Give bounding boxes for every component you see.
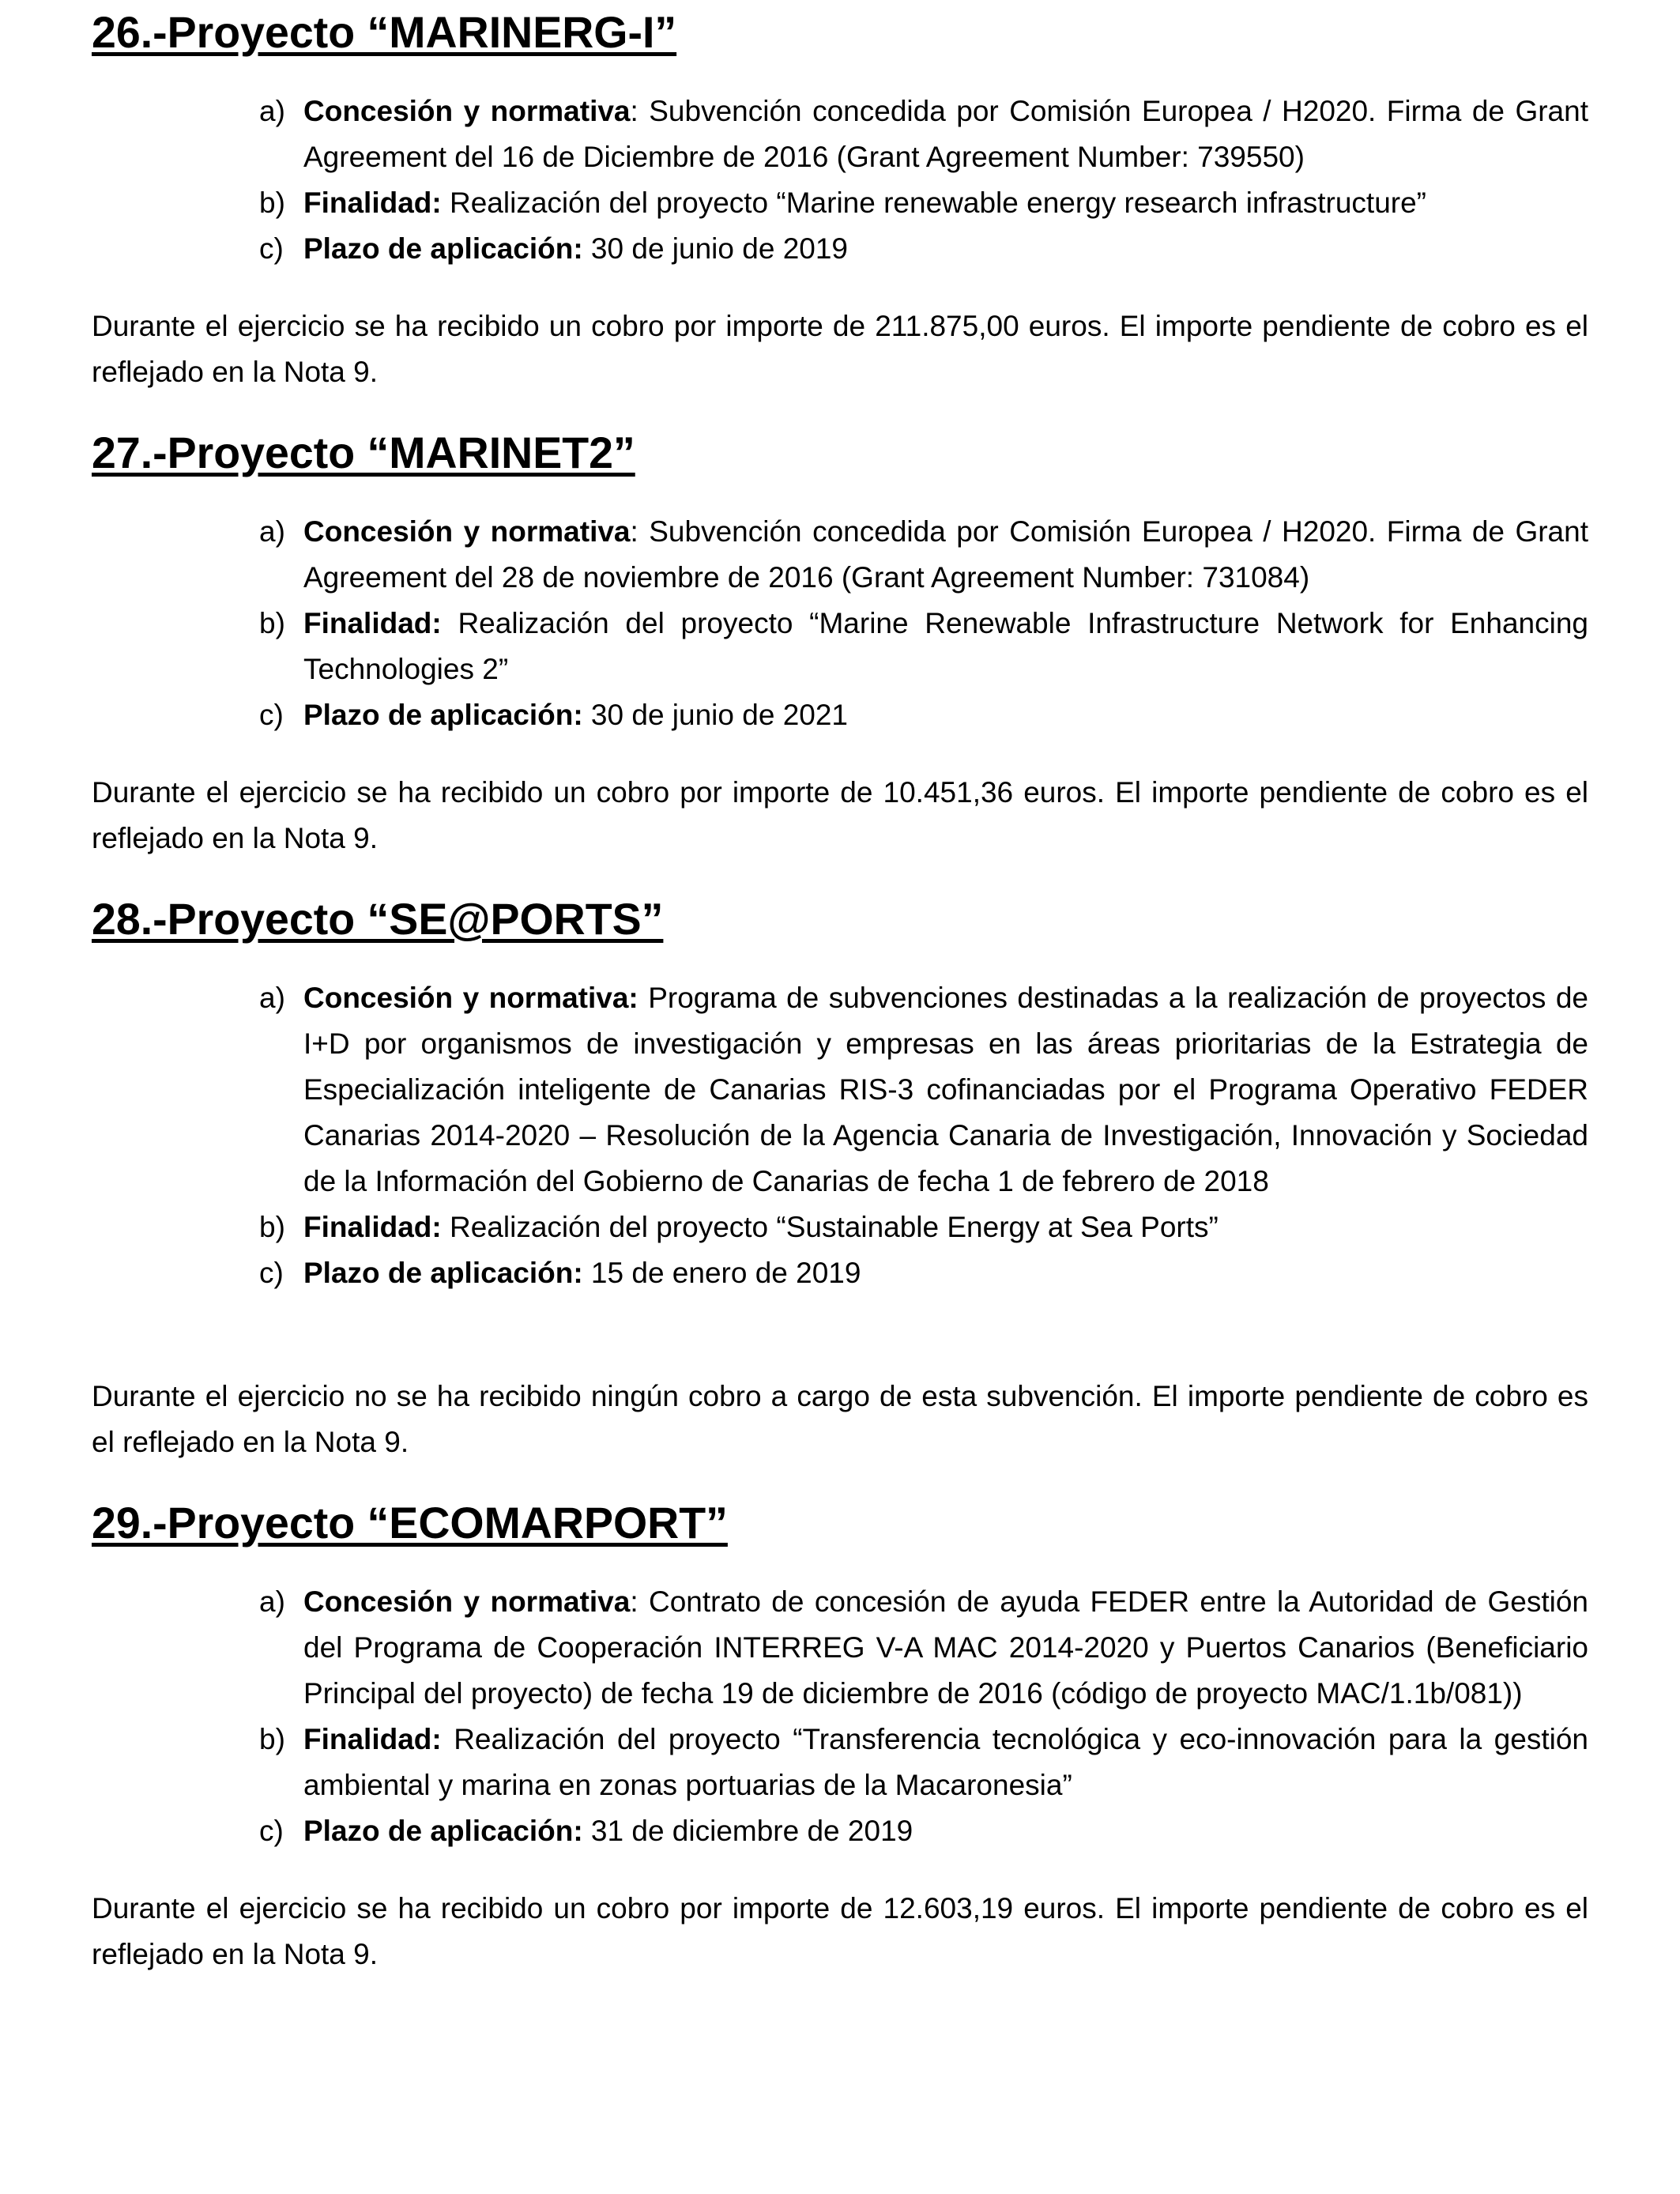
list-item: [259, 1717, 1588, 1808]
list-item: [259, 692, 1588, 738]
item-text: 15 de enero de 2019: [582, 1257, 861, 1289]
list-item: [259, 1250, 1588, 1296]
item-text: 30 de junio de 2021: [582, 699, 849, 731]
list-item: [259, 975, 1588, 1204]
list-item: [259, 1808, 1588, 1854]
item-label: Finalidad:: [303, 1723, 442, 1755]
item-list: [92, 89, 1588, 272]
item-separator: :: [630, 1585, 638, 1618]
item-label: Concesión y normativa:: [303, 982, 638, 1014]
item-label: Concesión y normativa: [303, 515, 631, 548]
section-title: 26.-Proyecto “MARINERG-I”: [92, 8, 677, 57]
item-text: Subvención concedida por Comisión Europea / H2020. Firma de Grant Agreement del 16 de Diciembre de 2016 (Grant Agreement Number: 739550): [303, 95, 1588, 173]
item-text: Realización del proyecto “Transferencia tecnológica y eco-innovación para la gestión ambiental y marina en zonas portuarias de la Macaronesia”: [303, 1723, 1588, 1801]
item-text: Programa de subvenciones destinadas a la realización de proyectos de I+D por organismos de investigación y empresas en las áreas prioritarias de la Estrategia de Especialización inteligente de Canarias RIS-3 cofinanciadas por el Programa Operativo FEDER Canarias 2014-2020 – Resolución de la Agencia Canaria de Investigación, Innovación y Sociedad de la Información del Gobierno de Canarias de fecha 1 de febrero de 2018: [303, 982, 1588, 1197]
item-marker: c): [259, 1257, 284, 1289]
item-list: [92, 975, 1588, 1296]
item-marker: a): [259, 95, 285, 127]
item-marker: b): [259, 607, 285, 639]
item-marker: b): [259, 1723, 285, 1755]
section-title: 28.-Proyecto “SE@PORTS”: [92, 895, 664, 944]
list-item: [259, 1204, 1588, 1250]
item-separator: :: [630, 95, 638, 127]
item-label: Finalidad:: [303, 1211, 442, 1243]
collection-paragraph: Durante el ejercicio se ha recibido un cobro por importe de 12.603,19 euros. El importe pendiente de cobro es el reflejado en la Nota 9.: [92, 1892, 1588, 1970]
item-label: Concesión y normativa: [303, 1585, 631, 1618]
document-page: [92, 6, 1588, 1977]
collection-paragraph: Durante el ejercicio no se ha recibido ningún cobro a cargo de esta subvención. El importe pendiente de cobro es el reflejado en la Nota 9.: [92, 1380, 1588, 1458]
item-text: 30 de junio de 2019: [582, 232, 849, 265]
section-title: 27.-Proyecto “MARINET2”: [92, 428, 635, 477]
item-separator: :: [630, 515, 638, 548]
item-marker: a): [259, 1585, 285, 1618]
list-item: [259, 1579, 1589, 1717]
item-list: [92, 509, 1588, 738]
list-item: [259, 509, 1588, 601]
item-label: Concesión y normativa: [303, 95, 631, 127]
item-label: Plazo de aplicación:: [303, 1257, 583, 1289]
section-marinet2: [92, 427, 1588, 861]
item-marker: a): [259, 982, 285, 1014]
section-marinerg: [92, 6, 1588, 395]
item-text: Subvención concedida por Comisión Europea / H2020. Firma de Grant Agreement del 28 de noviembre de 2016 (Grant Agreement Number: 731084): [303, 515, 1588, 594]
item-text: Realización del proyecto “Marine renewable energy research infrastructure”: [441, 187, 1426, 219]
item-label: Finalidad:: [303, 187, 442, 219]
list-item: [259, 601, 1588, 692]
item-label: Plazo de aplicación:: [303, 232, 583, 265]
item-marker: c): [259, 699, 284, 731]
item-marker: c): [259, 232, 284, 265]
item-marker: a): [259, 515, 285, 548]
collection-paragraph: Durante el ejercicio se ha recibido un cobro por importe de 10.451,36 euros. El importe pendiente de cobro es el reflejado en la Nota 9.: [92, 776, 1588, 854]
item-marker: b): [259, 187, 285, 219]
section-seaports: [92, 893, 1588, 1465]
item-text: Realización del proyecto “Sustainable Energy at Sea Ports”: [441, 1211, 1219, 1243]
section-ecomarport: [92, 1497, 1588, 1977]
item-marker: b): [259, 1211, 285, 1243]
item-label: Plazo de aplicación:: [303, 699, 583, 731]
collection-paragraph: Durante el ejercicio se ha recibido un cobro por importe de 211.875,00 euros. El importe pendiente de cobro es el reflejado en la Nota 9.: [92, 310, 1588, 388]
item-list: [92, 1579, 1588, 1854]
item-label: Plazo de aplicación:: [303, 1815, 583, 1847]
item-text: 31 de diciembre de 2019: [582, 1815, 913, 1847]
item-text: Realización del proyecto “Marine Renewable Infrastructure Network for Enhancing Technologies 2”: [303, 607, 1588, 685]
item-text: Contrato de concesión de ayuda FEDER entre la Autoridad de Gestión del Programa de Cooperación INTERREG V-A MAC 2014-2020 y Puertos Canarios (Beneficiario Principal del proyecto) de fecha 19 de diciembre de 2016 (código de proyecto MAC/1.1b/081)): [303, 1585, 1589, 1710]
item-marker: c): [259, 1815, 284, 1847]
item-label: Finalidad:: [303, 607, 442, 639]
list-item: [259, 180, 1588, 226]
list-item: [259, 226, 1588, 272]
list-item: [259, 89, 1588, 180]
section-title: 29.-Proyecto “ECOMARPORT”: [92, 1498, 728, 1547]
